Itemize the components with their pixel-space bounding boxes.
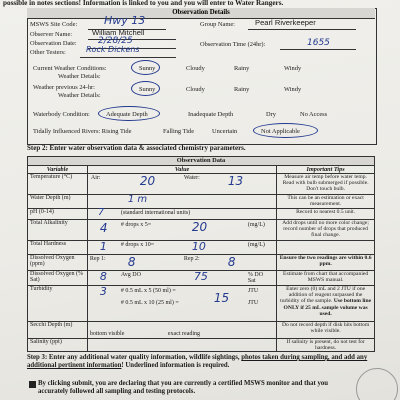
- turbidity-tip: Enter zero (0) mL and 2 JTU if one addition of reagent surpassed the turbidity of the sample.: [280, 286, 366, 305]
- salinity-value[interactable]: [87, 339, 276, 352]
- top-note: possible in notes sections! Information is linked to you and you will enter to Water Rangers.: [3, 0, 284, 7]
- water-depth-value[interactable]: 1 m: [127, 194, 148, 205]
- seal-icon: [356, 368, 398, 400]
- site-code-value[interactable]: Hwy 13: [104, 14, 146, 27]
- step3-text: [27, 354, 377, 370]
- other-testers-line: [80, 57, 176, 58]
- alkalinity-unit: (mg/L): [247, 222, 265, 228]
- previous-weather-option-cloudy[interactable]: Cloudy: [186, 86, 205, 93]
- secchi-tip: Do not record depth if disk hits bottom while visible.: [277, 322, 375, 339]
- ph-unit: (standard international units): [120, 210, 191, 216]
- waterbody-selected-circle: [98, 106, 160, 121]
- tidal-option-falling[interactable]: Falling Tide: [163, 128, 195, 135]
- ph-label: pH (0-14): [28, 209, 88, 220]
- tidal-label: Tidally Influenced Rivers: Rising Tide: [33, 128, 132, 135]
- current-weather-selected-circle: [131, 60, 160, 75]
- current-weather-details-label: Weather Details:: [58, 73, 101, 80]
- previous-weather-option-windy[interactable]: Windy: [284, 86, 302, 93]
- water-depth-label: Water Depth (m): [28, 195, 88, 209]
- dissolved-oxygen-label: Dissolved Oxygen (ppm): [28, 255, 88, 271]
- col-tips: Important Tips: [277, 166, 375, 174]
- hardness-value[interactable]: 10: [191, 240, 206, 253]
- hardness-label: Total Hardness: [28, 241, 88, 255]
- table-row: [28, 322, 375, 339]
- waterbody-option-inadequate[interactable]: Inadequate Depth: [188, 111, 234, 118]
- table-row: [28, 241, 375, 255]
- turbidity-unit2: JTU: [247, 300, 259, 306]
- ph-tip: Record to nearest 0.5 unit.: [277, 209, 375, 220]
- turbidity-label: Turbidity: [28, 286, 88, 322]
- observation-details-header: Observation Details: [27, 8, 375, 19]
- secchi-label: Secchi Depth (m): [28, 322, 88, 339]
- do-sat-unit: % DO Sat: [247, 272, 264, 284]
- secchi-option-exact[interactable]: exact reading: [167, 331, 201, 337]
- previous-weather-option-sunny[interactable]: Sunny: [139, 86, 156, 93]
- alkalinity-drops[interactable]: 4: [99, 221, 108, 235]
- salinity-tip: If salinity is present, do not test for hardness.: [277, 339, 375, 352]
- do-rep1-value[interactable]: 8: [127, 255, 136, 269]
- dissolved-oxygen-tip: Ensure the two readings are within 0.6 ppm.: [277, 255, 375, 271]
- tidal-selected-circle: [253, 123, 318, 138]
- col-variable: Variable: [28, 166, 88, 174]
- certification-statement: By clicking submit, you are declaring that you are currently a certified MSWS monitor and that you accurately followed all sampling and testing protocols.: [38, 380, 329, 395]
- current-weather-option-cloudy[interactable]: Cloudy: [186, 65, 205, 72]
- do-rep1-label: Rep 1:: [89, 256, 106, 262]
- do-rep2-label: Rep 2:: [183, 256, 200, 262]
- turbidity-unit1: JTU: [247, 288, 259, 294]
- hardness-drops[interactable]: 1: [99, 240, 107, 253]
- observation-data-table: [27, 156, 375, 352]
- water-value[interactable]: 13: [227, 174, 244, 188]
- air-value[interactable]: 20: [139, 174, 156, 188]
- site-code-label: MSWS Site Code:: [30, 21, 78, 28]
- previous-weather-selected-circle: [131, 81, 160, 96]
- observation-time-value[interactable]: 1655: [307, 38, 330, 48]
- hardness-unit: (mg/L): [247, 242, 265, 248]
- table-row: [28, 271, 375, 286]
- step3-intro: Step 3: Enter any additional water quality information, wildlife sightings,: [27, 354, 242, 361]
- current-weather-option-windy[interactable]: Windy: [284, 65, 302, 72]
- waterbody-option-adequate[interactable]: Adequate Depth: [106, 111, 148, 118]
- observation-time-label: Observation Time (24hr):: [200, 41, 266, 48]
- checkbox-icon[interactable]: [29, 381, 36, 388]
- table-row: [28, 209, 375, 220]
- ph-value[interactable]: 7: [97, 207, 105, 218]
- alkalinity-label: Total Alkalinity: [28, 220, 88, 241]
- observation-data-header: Observation Data: [28, 157, 375, 166]
- previous-weather-label: Weather previous 24-hr:: [33, 84, 95, 91]
- secchi-option-bottom[interactable]: bottom visible: [89, 331, 125, 337]
- step3-end: ! Underlined information is required.: [121, 362, 230, 369]
- observation-date-value[interactable]: 2/28/25: [98, 36, 133, 46]
- group-name-line: [248, 29, 356, 30]
- water-label: Water:: [183, 175, 200, 181]
- table-row: [28, 255, 375, 271]
- air-label: Air:: [90, 175, 101, 181]
- do-rep2-value[interactable]: 8: [227, 255, 236, 269]
- tidal-option-uncertain[interactable]: Uncertain: [212, 128, 238, 135]
- hardness-tip: [277, 241, 375, 255]
- table-row: [28, 195, 375, 209]
- do-sat-tip: Estimate from chart that accompanied MSWS manual.: [277, 271, 375, 286]
- table-row: [28, 286, 375, 322]
- previous-weather-details-label: Weather Details:: [58, 92, 101, 99]
- col-value: Value: [87, 166, 276, 174]
- turbidity-tip-bold: Use bottom line ONLY if 25 mL sample volume was used.: [283, 298, 372, 317]
- observer-name-value[interactable]: William Mitchell: [92, 28, 145, 37]
- do-sat-rep[interactable]: 8: [99, 270, 107, 283]
- temperature-tip: Measure air temp before water temp. Read with bulb submerged if possible. Don't touch bulb.: [277, 174, 375, 195]
- group-name-value[interactable]: Pearl Riverkeeper: [255, 18, 316, 27]
- current-weather-label: Current Weather Conditions:: [33, 65, 107, 72]
- tidal-option-not-applicable[interactable]: Not Applicable: [261, 128, 300, 135]
- current-weather-option-rainy[interactable]: Rainy: [234, 65, 250, 72]
- current-weather-option-sunny[interactable]: Sunny: [139, 65, 156, 72]
- waterbody-condition-label: Waterbody Condition:: [33, 111, 90, 118]
- turbidity-line1: # 0.5 mL x 5 (50 ml) =: [120, 288, 176, 294]
- alkalinity-drops-label: # drops x 5=: [120, 222, 152, 228]
- temperature-label: Temperature (°C): [28, 174, 88, 195]
- hardness-drops-label: # drops x 10=: [120, 242, 155, 248]
- do-sat-value[interactable]: 75: [193, 270, 208, 283]
- turbidity-rep[interactable]: 3: [99, 285, 107, 298]
- waterbody-option-no-access[interactable]: No Access: [300, 111, 328, 118]
- previous-weather-option-rainy[interactable]: Rainy: [234, 86, 250, 93]
- table-row: [28, 220, 375, 241]
- alkalinity-value[interactable]: 20: [191, 220, 208, 234]
- other-testers-value[interactable]: Rock Dickens: [86, 45, 140, 54]
- step3-underlined: photos taken during sampling, and add any additional pertinent information: [27, 354, 368, 369]
- observation-date-label: Observation Date:: [30, 40, 77, 47]
- do-sat-label: Dissolved Oxygen (% Sat): [28, 271, 88, 286]
- water-depth-tip: This can be an estimation or exact measurement.: [277, 195, 375, 209]
- table-row: [28, 339, 375, 352]
- observation-time-line: [280, 49, 356, 50]
- table-row: [28, 174, 375, 195]
- do-avg-label: Avg DO: [120, 272, 141, 278]
- other-testers-label: Other Testers:: [30, 49, 66, 56]
- waterbody-option-dry[interactable]: Dry: [266, 111, 276, 118]
- turbidity-line2: # 0.5 mL x 10 (25 ml) =: [120, 300, 179, 306]
- step2-title: Step 2: Enter water observation data & associated chemistry parameters.: [27, 144, 246, 152]
- observer-name-label: Observer Name:: [30, 31, 73, 38]
- turbidity-value[interactable]: 15: [213, 291, 230, 305]
- salinity-label: Salinity (ppt): [28, 339, 88, 352]
- group-name-label: Group Name:: [200, 21, 235, 28]
- alkalinity-tip: Add drops until no more color change; record number of drops that produced final change.: [277, 220, 375, 241]
